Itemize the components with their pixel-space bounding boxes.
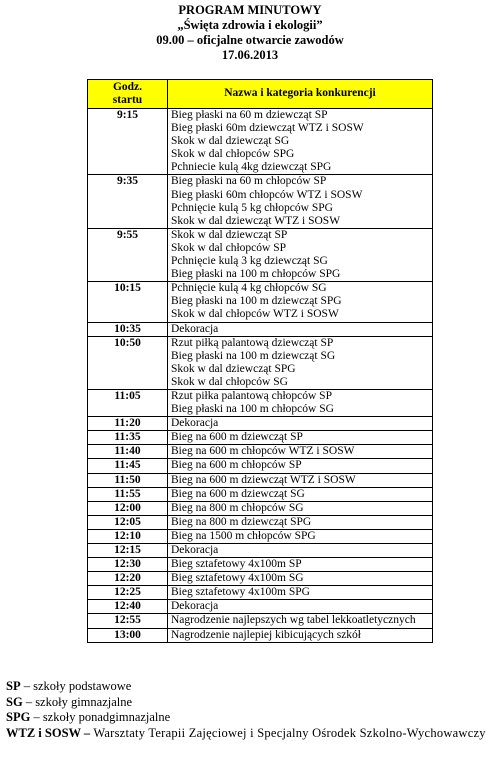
start-time-cell: 12:10: [88, 529, 168, 543]
events-cell: [168, 572, 433, 586]
start-time-cell: 12:05: [88, 515, 168, 529]
start-time-cell: 9:15: [88, 109, 168, 175]
table-row: [88, 529, 433, 543]
event-name: Nagrodzenie najlepszych wg tabel lekkoatletycznych: [171, 614, 416, 627]
table-row: [88, 600, 433, 614]
table-row: [88, 175, 433, 228]
table-row: [88, 487, 433, 501]
legend-desc: – szkoły gimnazjalne: [22, 694, 133, 709]
event-name: Skok w dal dziewcząt SP: [171, 228, 288, 241]
opening-ceremony-line: 09.00 – oficjalne otwarcie zawodów: [156, 33, 344, 47]
events-cell: [168, 459, 433, 473]
events-cell: [168, 322, 433, 336]
event-name: Bieg na 600 m chłopców SP: [171, 459, 302, 472]
document-title: PROGRAM MINUTOWY: [178, 3, 322, 17]
events-cell: [168, 600, 433, 614]
event-name: Bieg na 1500 m chłopców SPG: [171, 529, 316, 542]
start-time-cell: 12:30: [88, 558, 168, 572]
event-name: Pchnięcie kulą 3 kg dziewcząt SG: [171, 255, 328, 268]
table-row: [88, 431, 433, 445]
table-row: [88, 558, 433, 572]
event-name: Nagrodzenie najlepiej kibicujących szkół: [171, 628, 361, 641]
start-time-cell: 11:35: [88, 431, 168, 445]
event-name: Skok w dal dziewcząt WTZ i SOSW: [171, 214, 341, 227]
event-name: Bieg na 600 m chłopców WTZ i SOSW: [171, 445, 355, 458]
column-header-event: Nazwa i kategoria konkurencji: [168, 80, 433, 109]
event-name: Skok w dal chłopców SP: [171, 241, 286, 254]
legend-abbr: SPG: [6, 710, 31, 724]
event-name: Pchnięcie kulą 5 kg chłopców SPG: [171, 201, 333, 214]
events-cell: [168, 558, 433, 572]
legend-item-wtz-sosw: [6, 726, 498, 742]
table-row: [88, 336, 433, 389]
event-name: Bieg płaski na 100 m chłopców SPG: [171, 268, 341, 281]
legend-desc: – szkoły podstawowe: [20, 679, 132, 693]
events-cell: [168, 544, 433, 558]
schedule-body: [88, 109, 433, 643]
table-row: [88, 389, 433, 416]
event-name: Bieg płaski na 60 m dziewcząt SP: [171, 109, 328, 121]
table-row: [88, 109, 433, 175]
event-date: 17.06.2013: [221, 48, 279, 62]
start-time-cell: 12:20: [88, 572, 168, 586]
event-name: Pchnięcie kulą 4 kg chłopców SG: [171, 282, 327, 295]
events-cell: [168, 417, 433, 431]
legend-abbr: SG: [6, 694, 23, 709]
legend-item-sp: [6, 679, 498, 695]
table-row: [88, 586, 433, 600]
legend-item-sg: [6, 695, 498, 711]
table-row: [88, 544, 433, 558]
event-name: Bieg płaski na 100 m chłopców SG: [171, 403, 334, 416]
start-time-cell: 11:20: [88, 417, 168, 431]
event-name: Bieg sztafetowy 4x100m SP: [171, 558, 302, 571]
events-cell: [168, 109, 433, 175]
events-cell: [168, 586, 433, 600]
table-row: [88, 322, 433, 336]
event-name: Rzut piłka palantową chłopców SP: [171, 389, 332, 402]
events-cell: [168, 628, 433, 642]
start-time-cell: 13:00: [88, 628, 168, 642]
event-name: „Święta zdrowia i ekologii”: [177, 18, 323, 32]
table-header-row: [88, 80, 433, 109]
table-row: [88, 473, 433, 487]
table-row: [88, 501, 433, 515]
column-header-start-time-line1: Godz.: [112, 81, 143, 93]
table-row: [88, 614, 433, 628]
event-name: Bieg płaski na 100 m dziewcząt SPG: [171, 295, 342, 308]
start-time-cell: 10:50: [88, 336, 168, 389]
table-row: [88, 282, 433, 322]
event-name: Skok w dal chłopców SG: [171, 375, 288, 388]
document-header: [0, 3, 500, 63]
events-cell: [168, 515, 433, 529]
events-cell: [168, 228, 433, 281]
events-cell: [168, 473, 433, 487]
event-name: Skok w dal chłopców SPG: [171, 148, 295, 161]
start-time-cell: 12:55: [88, 614, 168, 628]
table-row: [88, 228, 433, 281]
start-time-cell: 10:35: [88, 322, 168, 336]
event-name: Bieg płaski 60m chłopców WTZ i SOSW: [171, 188, 363, 201]
table-row: [88, 515, 433, 529]
event-name: Bieg na 600 m dziewcząt SP: [171, 431, 303, 444]
start-time-cell: 12:00: [88, 501, 168, 515]
event-name: Bieg na 600 m dziewcząt WTZ i SOSW: [171, 473, 356, 486]
event-name: Pchniecie kulą 4kg dziewcząt SPG: [171, 161, 332, 174]
event-name: Dekoracja: [171, 600, 219, 613]
start-time-cell: 9:35: [88, 175, 168, 228]
events-cell: [168, 614, 433, 628]
event-name: Bieg na 600 m dziewcząt SG: [171, 487, 305, 500]
event-name: Bieg sztafetowy 4x100m SG: [171, 572, 304, 585]
start-time-cell: 12:25: [88, 586, 168, 600]
table-row: [88, 628, 433, 642]
event-name: Bieg na 800 m chłopców SG: [171, 501, 304, 514]
column-header-start-time: [88, 80, 168, 109]
start-time-cell: 12:15: [88, 544, 168, 558]
table-row: [88, 417, 433, 431]
events-cell: [168, 445, 433, 459]
start-time-cell: 11:05: [88, 389, 168, 416]
events-cell: [168, 431, 433, 445]
event-name: Dekoracja: [171, 417, 219, 430]
schedule-table: [87, 79, 433, 643]
start-time-cell: 9:55: [88, 228, 168, 281]
event-name: Bieg sztafetowy 4x100m SPG: [171, 586, 310, 599]
events-cell: [168, 175, 433, 228]
legend-abbr: SP: [6, 679, 21, 693]
start-time-cell: 11:40: [88, 445, 168, 459]
start-time-cell: 11:55: [88, 487, 168, 501]
events-cell: [168, 389, 433, 416]
event-name: Bieg na 800 m dziewcząt SPG: [171, 515, 312, 528]
event-name: Dekoracja: [171, 544, 219, 556]
event-name: Dekoracja: [171, 322, 219, 335]
events-cell: [168, 282, 433, 322]
event-name: Skok w dal chłopców WTZ i SOSW: [171, 308, 339, 321]
start-time-cell: 11:50: [88, 473, 168, 487]
column-header-start-time-line2: startu: [112, 94, 143, 106]
legend-item-spg: [6, 710, 498, 726]
event-name: Rzut piłką palantową dziewcząt SP: [171, 336, 334, 349]
events-cell: [168, 501, 433, 515]
events-cell: [168, 336, 433, 389]
event-name: Bieg płaski na 100 m dziewcząt SG: [171, 349, 336, 362]
event-name: Bieg płaski 60m dziewcząt WTZ i SOSW: [171, 122, 364, 135]
start-time-cell: 12:40: [88, 600, 168, 614]
event-name: Skok w dal dziewcząt SG: [171, 135, 290, 148]
events-cell: [168, 487, 433, 501]
table-row: [88, 445, 433, 459]
legend-abbr: WTZ i SOSW –: [6, 725, 94, 740]
events-cell: [168, 529, 433, 543]
legend-desc: – szkoły ponadgimnazjalne: [30, 710, 171, 724]
table-row: [88, 572, 433, 586]
legend-desc: Warsztaty Terapii Zajęciowej i Specjalny Ośrodek Szkolno-Wychowawczy: [93, 725, 486, 740]
table-row: [88, 459, 433, 473]
start-time-cell: 10:15: [88, 282, 168, 322]
legend: [6, 679, 498, 741]
start-time-cell: 11:45: [88, 459, 168, 473]
event-name: Bieg płaski na 60 m chłopców SP: [171, 175, 327, 188]
event-name: Skok w dal dziewcząt SPG: [171, 362, 296, 375]
